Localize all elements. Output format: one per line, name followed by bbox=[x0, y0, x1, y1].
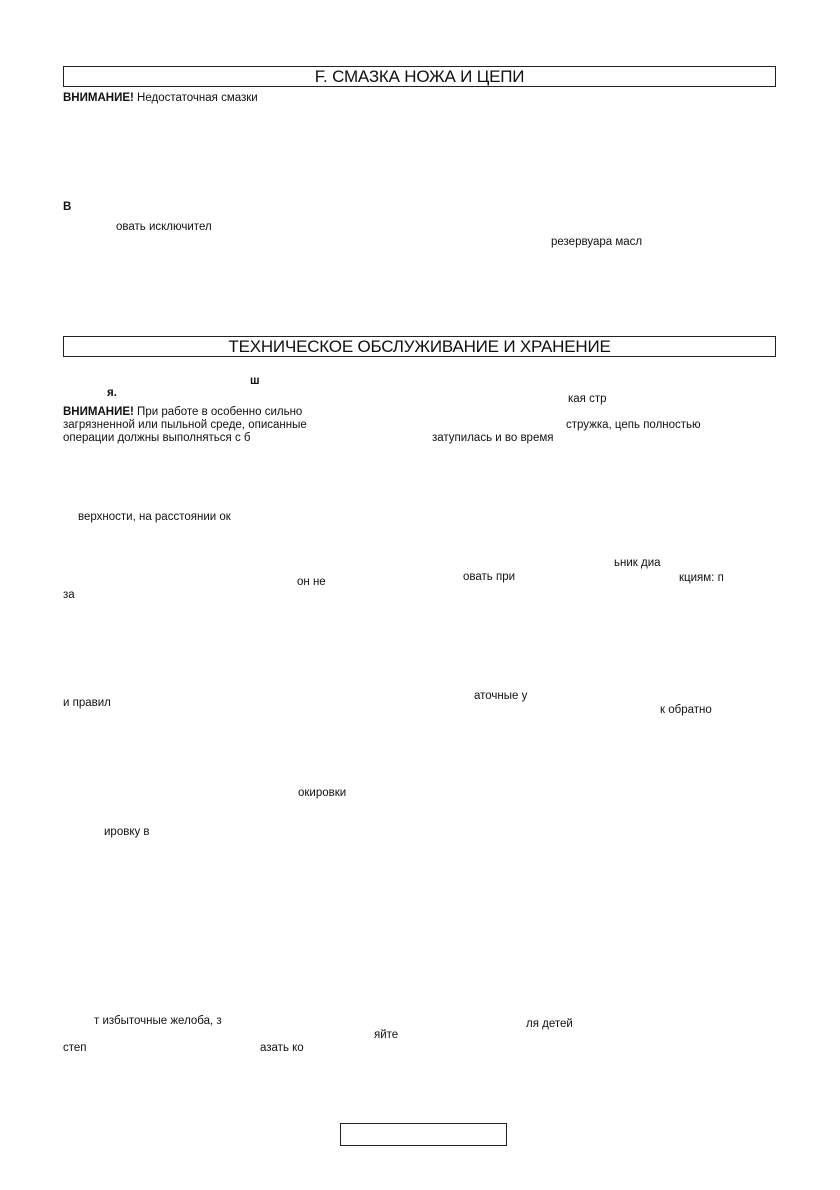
text-fragment: овать при bbox=[463, 571, 516, 583]
section-f-warning bbox=[63, 92, 258, 105]
text-fragment: затупилась и во время bbox=[432, 432, 554, 444]
text-fragment: окировки bbox=[298, 787, 347, 799]
maintenance-warning-line3: операции должны выполняться с б bbox=[63, 432, 251, 444]
text-fragment: к обратно bbox=[660, 704, 712, 716]
warning-label: ВНИМАНИЕ! bbox=[63, 406, 134, 418]
text-fragment: азать ко bbox=[260, 1042, 304, 1054]
text-fragment: ировку в bbox=[104, 826, 150, 838]
text-fragment: т избыточные желоба, з bbox=[94, 1015, 222, 1027]
text-fragment: яйте bbox=[374, 1029, 399, 1041]
text-fragment: ля детей bbox=[526, 1018, 573, 1030]
text-fragment: он не bbox=[297, 576, 326, 588]
text-fragment: резервуара масл bbox=[551, 236, 643, 248]
text-fragment: я. bbox=[107, 387, 117, 399]
page-number-box bbox=[340, 1123, 507, 1146]
text-fragment: аточные у bbox=[474, 690, 528, 702]
text-fragment: за bbox=[63, 589, 75, 601]
text-fragment: и правил bbox=[63, 697, 111, 709]
warning-text: При работе в особенно сильно bbox=[137, 406, 303, 418]
text-fragment: кциям: п bbox=[679, 572, 724, 584]
maintenance-title: ТЕХНИЧЕСКОЕ ОБСЛУЖИВАНИЕ И ХРАНЕНИЕ bbox=[63, 336, 776, 357]
maintenance-warning-line2: загрязненной или пыльной среде, описанные bbox=[63, 419, 307, 431]
warning-text: Недостаточная смазки bbox=[137, 92, 258, 104]
warning-label: ВНИМАНИЕ! bbox=[63, 92, 134, 104]
text-fragment: овать исключител bbox=[116, 221, 212, 233]
section-f-title: F. СМАЗКА НОЖА И ЦЕПИ bbox=[63, 66, 776, 87]
text-fragment: ьник диа bbox=[614, 557, 661, 569]
text-fragment: верхности, на расстоянии ок bbox=[78, 511, 231, 523]
maintenance-warning-line1 bbox=[63, 406, 302, 419]
text-fragment: стружка, цепь полностью bbox=[566, 419, 701, 431]
text-fragment: степ bbox=[63, 1042, 87, 1054]
text-fragment: ш bbox=[250, 375, 260, 387]
text-fragment: кая стр bbox=[568, 393, 607, 405]
text-fragment: В bbox=[63, 201, 72, 213]
